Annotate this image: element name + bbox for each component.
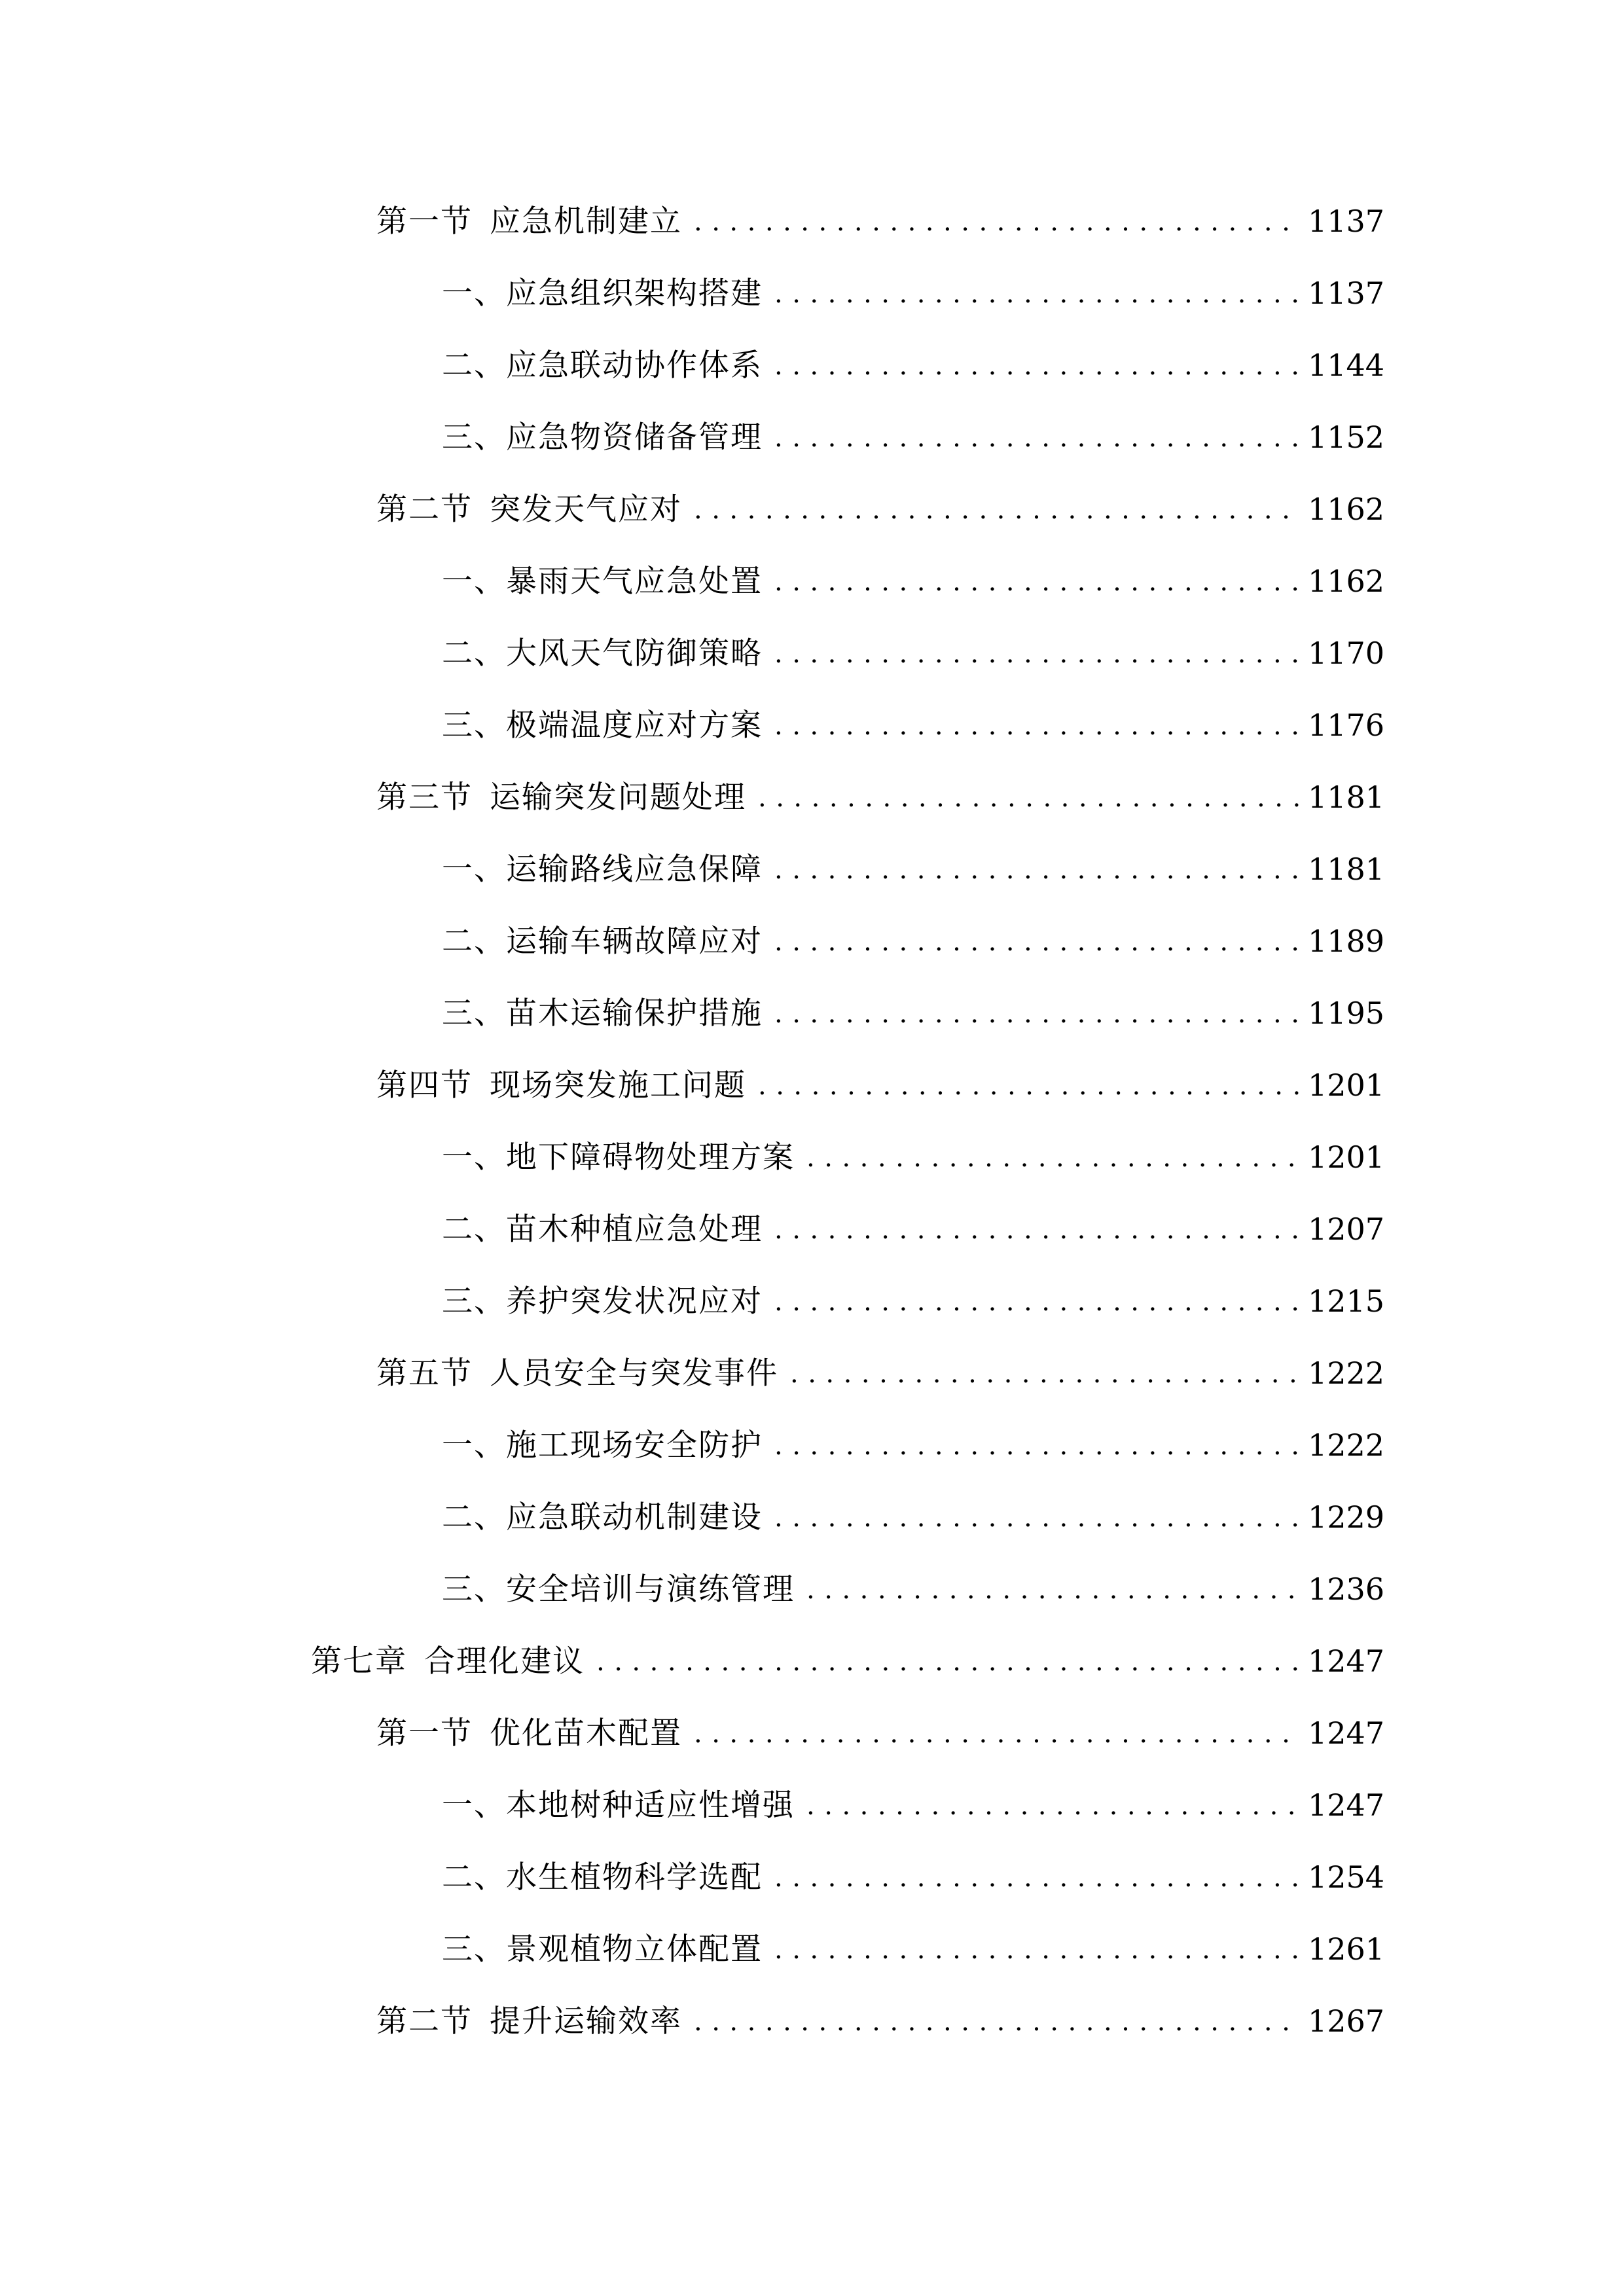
toc-entry-number: 第五节 [376,1355,473,1391]
toc-entry-item[interactable] [0,618,1624,690]
toc-entry-title: 提升运输效率 [490,2003,682,2039]
dot-leader [774,562,1299,601]
toc-entry-title: 合理化建议 [424,1643,585,1679]
toc-entry-title: 苗木种植应急处理 [506,1211,763,1247]
toc-entry-title: 应急物资储备管理 [506,419,763,456]
toc-entry-title: 现场突发施工问题 [490,1067,746,1103]
toc-entry-title: 运输路线应急保障 [506,851,763,888]
toc-entry-page: 1181 [1308,779,1385,815]
toc-entry-number: 二、 [442,1499,506,1535]
toc-entry-title: 大风天气防御策略 [506,635,763,672]
toc-entry-item[interactable] [0,978,1624,1050]
toc-entry-chapter[interactable] [0,1626,1624,1698]
dot-leader [774,274,1299,314]
dot-leader [774,1282,1299,1321]
dot-leader [694,202,1299,242]
toc-entry-section[interactable] [0,1338,1624,1410]
toc-entry-page: 1170 [1308,635,1385,671]
toc-entry-title: 施工现场安全防护 [506,1427,763,1463]
dot-leader [806,1786,1299,1825]
toc-entry-page: 1267 [1308,2003,1385,2039]
toc-entry-title: 苗木运输保护措施 [506,995,763,1031]
toc-entry-number: 三、 [442,1283,506,1319]
dot-leader [774,418,1299,457]
toc-entry-section[interactable] [0,474,1624,546]
dot-leader [774,850,1299,889]
toc-entry-title: 人员安全与突发事件 [490,1355,778,1391]
toc-entry-page: 1247 [1308,1787,1385,1823]
toc-entry-item[interactable] [0,402,1624,474]
toc-entry-page: 1201 [1308,1139,1385,1175]
toc-entry-title: 应急组织架构搭建 [506,275,763,312]
toc-entry-section[interactable] [0,186,1624,258]
toc-entry-number: 三、 [442,1571,506,1607]
toc-entry-number: 第二节 [376,2003,473,2039]
toc-entry-section[interactable] [0,1986,1624,2058]
toc-entry-item[interactable] [0,690,1624,762]
toc-entry-number: 二、 [442,923,506,960]
dot-leader [774,1858,1299,1897]
dot-leader [774,1426,1299,1465]
toc-entry-item[interactable] [0,1122,1624,1194]
toc-entry-number: 第一节 [376,203,473,240]
toc-entry-page: 1181 [1308,851,1385,887]
toc-entry-title: 运输突发问题处理 [490,779,746,816]
toc-entry-number: 一、 [442,1787,506,1823]
toc-entry-item[interactable] [0,1482,1624,1554]
toc-entry-item[interactable] [0,906,1624,978]
dot-leader [758,1066,1299,1105]
dot-leader [774,1930,1299,1969]
toc-entry-item[interactable] [0,1410,1624,1482]
dot-leader [758,778,1299,817]
toc-entry-title: 本地树种适应性增强 [506,1787,795,1823]
toc-entry-item[interactable] [0,1194,1624,1266]
dot-leader [806,1138,1299,1177]
toc-entry-page: 1215 [1308,1283,1385,1319]
dot-leader [694,490,1299,529]
dot-leader [790,1354,1299,1393]
dot-leader [694,2002,1299,2041]
toc-entry-page: 1222 [1308,1355,1385,1391]
dot-leader [596,1642,1299,1681]
toc-entry-section[interactable] [0,762,1624,834]
toc-entry-section[interactable] [0,1698,1624,1770]
dot-leader [774,922,1299,961]
toc-entry-title: 水生植物科学选配 [506,1859,763,1895]
toc-entry-number: 一、 [442,1427,506,1463]
toc-entry-number: 二、 [442,347,506,384]
toc-entry-page: 1247 [1308,1643,1385,1679]
toc-entry-item[interactable] [0,258,1624,330]
toc-entry-number: 三、 [442,1931,506,1967]
toc-entry-number: 一、 [442,563,506,600]
toc-entry-title: 暴雨天气应急处置 [506,563,763,600]
toc-entry-title: 景观植物立体配置 [506,1931,763,1967]
toc-entry-page: 1254 [1308,1859,1385,1895]
toc-entry-page: 1162 [1308,491,1385,527]
toc-entry-section[interactable] [0,1050,1624,1122]
toc-entry-item[interactable] [0,834,1624,906]
toc-entry-title: 极端温度应对方案 [506,707,763,744]
toc-entry-number: 三、 [442,419,506,456]
toc-entry-number: 一、 [442,275,506,312]
toc-entry-page: 1201 [1308,1067,1385,1103]
toc-entry-title: 养护突发状况应对 [506,1283,763,1319]
toc-entry-title: 运输车辆故障应对 [506,923,763,960]
dot-leader [774,706,1299,745]
toc-entry-number: 第七章 [311,1643,407,1679]
toc-entry-page: 1162 [1308,563,1385,599]
toc-entry-title: 应急机制建立 [490,203,682,240]
toc-entry-title: 应急联动机制建设 [506,1499,763,1535]
toc-entry-page: 1195 [1308,995,1385,1031]
table-of-contents [0,186,1624,2058]
toc-entry-title: 突发天气应对 [490,491,682,528]
toc-entry-title: 安全培训与演练管理 [506,1571,795,1607]
toc-entry-page: 1189 [1308,923,1385,959]
toc-entry-number: 第四节 [376,1067,473,1103]
toc-entry-number: 第三节 [376,779,473,816]
toc-entry-number: 第二节 [376,491,473,528]
dot-leader [774,346,1299,386]
toc-entry-number: 第一节 [376,1715,473,1751]
toc-entry-item[interactable] [0,330,1624,402]
toc-entry-title: 地下障碍物处理方案 [506,1139,795,1175]
toc-entry-title: 应急联动协作体系 [506,347,763,384]
toc-entry-number: 三、 [442,995,506,1031]
dot-leader [806,1570,1299,1609]
toc-entry-number: 二、 [442,635,506,672]
dot-leader [774,634,1299,673]
dot-leader [694,1714,1299,1753]
toc-entry-page: 1137 [1308,275,1385,311]
toc-entry-page: 1207 [1308,1211,1385,1247]
dot-leader [774,994,1299,1033]
toc-entry-number: 二、 [442,1211,506,1247]
toc-entry-item[interactable] [0,1266,1624,1338]
toc-entry-number: 三、 [442,707,506,744]
toc-entry-page: 1144 [1308,347,1385,383]
toc-entry-page: 1236 [1308,1571,1385,1607]
toc-entry-page: 1261 [1308,1931,1385,1967]
toc-entry-item[interactable] [0,1842,1624,1914]
toc-entry-page: 1229 [1308,1499,1385,1535]
toc-entry-title: 优化苗木配置 [490,1715,682,1751]
toc-entry-page: 1176 [1308,707,1385,743]
toc-entry-item[interactable] [0,1914,1624,1986]
toc-entry-page: 1247 [1308,1715,1385,1751]
toc-entry-page: 1152 [1308,419,1385,455]
dot-leader [774,1210,1299,1249]
toc-entry-page: 1222 [1308,1427,1385,1463]
toc-entry-item[interactable] [0,546,1624,618]
toc-entry-number: 一、 [442,1139,506,1175]
toc-entry-item[interactable] [0,1770,1624,1842]
toc-entry-number: 一、 [442,851,506,888]
toc-entry-page: 1137 [1308,203,1385,239]
dot-leader [774,1498,1299,1537]
toc-entry-item[interactable] [0,1554,1624,1626]
toc-entry-number: 二、 [442,1859,506,1895]
